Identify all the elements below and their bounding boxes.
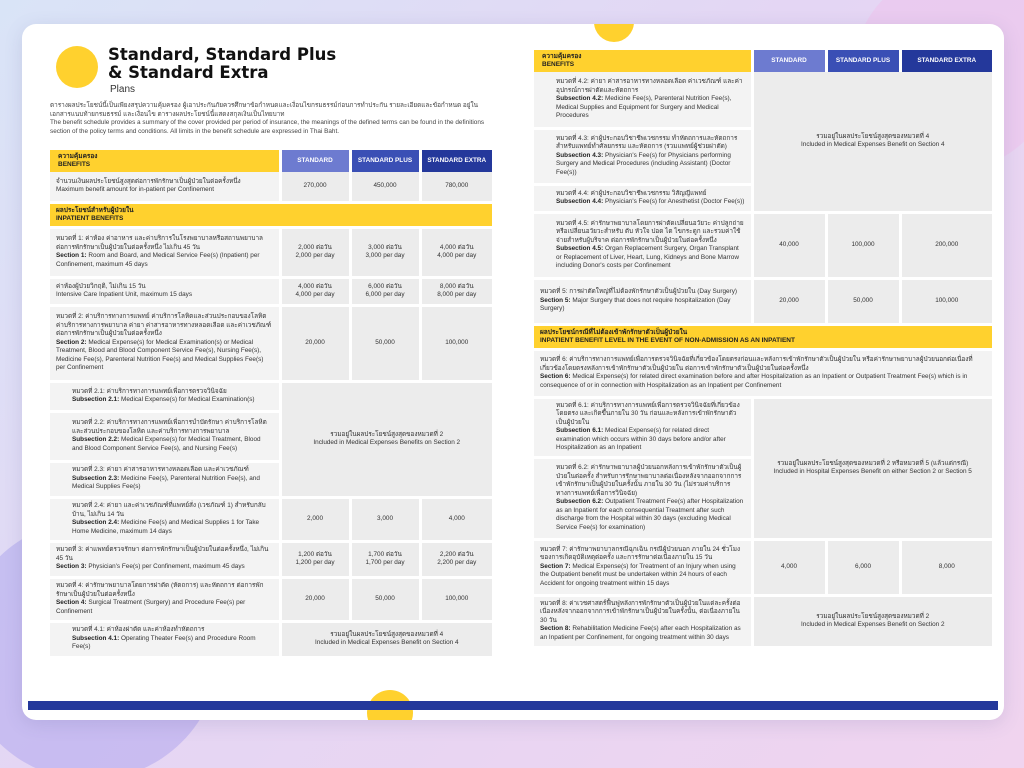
yellow-circle-decoration [594, 24, 634, 42]
table-row: หมวดที่ 4.2: ค่ายา ค่าสารอาหารทางหลอดเลือด ค่าเวชภัณฑ์ และค่าอุปกรณ์การผ่าตัดและหัตถการ Subsection 4.2: Medicine Fee(s), Parenteral Nutrition Fee(s), Medical Supplies and Equipment for Surgery and Medical Procedures รวมอยู่ในผลประโยชน์สูงสุดของหมวดที่ 4 Included in Medical Expenses Benefit on Section 4 [534, 72, 992, 128]
table-row: หมวดที่ 2.1: ค่าบริการทางการแพทย์เพื่อการตรวจวินิจฉัย Subsection 2.1: Medical Expense(s) for Medical Examination(s) รวมอยู่ในผลประโยชน์สูงสุดของหมวดที่ 2 Included in Medical Expenses Benefits on Section 2 [50, 381, 492, 411]
plan-standard-extra-header: STANDARD EXTRA [420, 150, 492, 172]
benefits-table-right [534, 50, 992, 649]
plan-standard-header: STANDARD [752, 50, 826, 72]
merged-note: รวมอยู่ในผลประโยชน์สูงสุดของหมวดที่ 2 Included in Medical Expenses Benefit on Section 2 [752, 595, 992, 647]
plan-standard-plus-header: STANDARD PLUS [350, 150, 420, 172]
footer-bar [28, 701, 998, 710]
table-row: หมวดที่ 4.5: ค่ารักษาพยาบาลโดยการผ่าตัดเปลี่ยนอวัยวะ ค่าปลูกถ่ายหรือเปลี่ยนอวัยวะสำหรับ ตับ หัวใจ ปอด ไต ไขกระดูก และรวมค่าใช้จ่ายสำหรับผู้บริจาค ต่อการพักรักษาเป็นผู้ป่วยในต่อครั้งหนึ่ง Subsection 4.5: Organ Replacement Surgery, Organ Transplant or Replacement of Liver, Heart, Lung, Kidneys and Bone Marrow including Donor's costs per Confinement 40,000 100,000 200,000 [534, 212, 992, 278]
page-title: Standard, Standard Plus & Standard Extra [108, 45, 337, 82]
section-header: ผลประโยชน์สำหรับผู้ป่วยใน INPATIENT BENEFITS [50, 202, 492, 227]
table-row: จำนวนเงินผลประโยชน์สูงสุดต่อการพักรักษาเป็นผู้ป่วยในต่อครั้งหนึ่ง Maximum benefit amount for in-patient per Confinement 270,000 450,000 780,000 [50, 172, 492, 202]
table-row: หมวดที่ 8: ค่าเวชศาสตร์ฟื้นฟูหลังการพักรักษาตัวเป็นผู้ป่วยในแต่ละครั้งต่อเนื่องหลังจากออกจากการเข้าพักรักษาเป็นผู้ป่วยในครั้งนั้น, ต่อเนื่องภายใน 30 วัน Section 8: Rehabilitation Medicine Fee(s) after each Hospitalization as an Inpatient per Confinement, for ongoing treatment within 30 days รวมอยู่ในผลประโยชน์สูงสุดของหมวดที่ 2 Included in Medical Expenses Benefit on Section 2 [534, 595, 992, 647]
table-row: หมวดที่ 5: การผ่าตัดใหญ่ที่ไม่ต้องพักรักษาตัวเป็นผู้ป่วยใน (Day Surgery) Section 5: Major Surgery that does not require hospitalization (Day Surgery) 20,000 50,000 100,000 [534, 278, 992, 324]
table-header [534, 50, 992, 72]
benefits-header: ความคุ้มครอง BENEFITS [534, 50, 752, 72]
table-row: หมวดที่ 4.1: ค่าห้องผ่าตัด และค่าห้องทำหัตถการ Subsection 4.1: Operating Theater Fee(s) and Procedure Room Fee(s) รวมอยู่ในผลประโยชน์สูงสุดของหมวดที่ 4 Included in Medical Expenses Benefit on Section 4 [50, 621, 492, 657]
plan-standard-extra-header: STANDARD EXTRA [900, 50, 992, 72]
page-subtitle: Plans [110, 84, 136, 95]
brochure-sheet [22, 24, 1004, 720]
table-row: หมวดที่ 4.3: ค่าผู้ประกอบวิชาชีพเวชกรรม ทำหัตถการและหัตถการ สำหรับแพทย์ทำศัลยกรรม และหัตถการ (รวมแพทย์ผู้ช่วยผ่าตัด) Subsection 4.3: Physician's Fee(s) for Physicians performing Surgery and Medical Procedures (including Assistant) (Doctor Fee(s)) [534, 128, 992, 184]
benefits-header: ความคุ้มครอง BENEFITS [50, 150, 280, 172]
table-row: ค่าห้องผู้ป่วยวิกฤติ, ไม่เกิน 15 วัน Intensive Care Inpatient Unit, maximum 15 days 4,000 ต่อวัน 4,000 per day 6,000 ต่อวัน 6,000 per day 8,000 ต่อวัน 8,000 per day [50, 277, 492, 305]
intro-text: ตารางผลประโยชน์นี้เป็นเพียงสรุปความคุ้มครอง ผู้เอาประกันภัยควรศึกษาข้อกำหนดและเงื่อนไขกรมธรรม์ก่อนการทำประกัน รายละเอียดและข้อกำหนด อยู่ในเอกสารแนบท้ายกรมธรรม์ และเงื่อนไข ตารางผลประโยชน์นี้แสดงสกุลเงินเป็นไทยบาท The benefit schedule provides a summary of the cover provided per period of insurance, the meanings of the defined terms can be found in the definitions section of the policy terms and conditions. All limits in the benefit schedule are expressed in Thai Baht. [50, 102, 485, 135]
table-row: หมวดที่ 1: ค่าห้อง ค่าอาหาร และค่าบริการในโรงพยาบาลหรือสถานพยาบาล ต่อการพักรักษาเป็นผู้ป่วยในต่อครั้งหนึ่ง ไม่เกิน 45 วัน Section 1: Room and Board, and Medical Service Fee(s) (Inpatient) per Confinement, maximum 45 days 2,000 ต่อวัน 2,000 per day 3,000 ต่อวัน 3,000 per day 4,000 ต่อวัน 4,000 per day [50, 227, 492, 277]
merged-note: รวมอยู่ในผลประโยชน์สูงสุดของหมวดที่ 4 Included in Medical Expenses Benefit on Section 4 [752, 72, 992, 212]
section-header: ผลประโยชน์กรณีที่ไม่ต้องเข้าพักรักษาตัวเป็นผู้ป่วยใน INPATIENT BENEFIT LEVEL IN THE EVENT OF NON-ADMISSION AS AN INPATIENT [534, 324, 992, 349]
plan-standard-header: STANDARD [280, 150, 350, 172]
merged-note: รวมอยู่ในผลประโยชน์สูงสุดของหมวดที่ 2 หรือหมวดที่ 5 (แล้วแต่กรณี) Included in Hospital Expenses Benefit on either Section 2 or Section 5 [752, 397, 992, 539]
yellow-circle-decoration [56, 46, 98, 88]
merged-note: รวมอยู่ในผลประโยชน์สูงสุดของหมวดที่ 4 Included in Medical Expenses Benefit on Section 4 [280, 621, 492, 657]
table-row: หมวดที่ 4: ค่ารักษาพยาบาลโดยการผ่าตัด (หัตถการ) และหัตถการ ต่อการพักรักษาเป็นผู้ป่วยในต่อครั้งหนึ่ง Section 4: Surgical Treatment (Surgery) and Procedure Fee(s) per Confinement 20,000 50,000 100,000 [50, 577, 492, 621]
merged-note: รวมอยู่ในผลประโยชน์สูงสุดของหมวดที่ 2 Included in Medical Expenses Benefits on Section 2 [280, 381, 492, 497]
plan-standard-plus-header: STANDARD PLUS [826, 50, 900, 72]
table-row: หมวดที่ 6.1: ค่าบริการทางการแพทย์เพื่อการตรวจวินิจฉัยที่เกี่ยวข้องโดยตรง และเกิดขึ้นภายใน 30 วัน ก่อนและหลังการเข้าพักรักษาตัวเป็นผู้ป่วยใน Subsection 6.1: Medical Expense(s) for related direct examination which occurs within 30 days before and/or after Hospitalization as an Inpatient รวมอยู่ในผลประโยชน์สูงสุดของหมวดที่ 2 หรือหมวดที่ 5 (แล้วแต่กรณี) Included in Hospital Expenses Benefit on either Section 2 or Section 5 [534, 397, 992, 457]
table-row: หมวดที่ 2.3: ค่ายา ค่าสารอาหารทางหลอดเลือด และค่าเวชภัณฑ์ Subsection 2.3: Medicine Fee(s), Parenteral Nutrition Fee(s), and Medical Supplies Fee(s) [50, 461, 492, 497]
table-row: หมวดที่ 2.4: ค่ายา และค่าเวชภัณฑ์ที่แพทย์สั่ง (เวชภัณฑ์ 1) สำหรับกลับบ้าน, ไม่เกิน 14 วัน Subsection 2.4: Medicine Fee(s) and Medical Supplies 1 for Take Home Medicine, maximum 14 days 2,000 3,000 4,000 [50, 497, 492, 541]
table-row: หมวดที่ 7: ค่ารักษาพยาบาลกรณีฉุกเฉิน กรณีผู้ป่วยนอก ภายใน 24 ชั่วโมง ของการเกิดอุบัติเหตุต่อครั้ง และการรักษาต่อเนื่องภายใน 15 วัน Section 7: Medical Expense(s) for Treatment of an Injury when using the Outpatient benefit must be undertaken within 24 hours of each Accident for ongoing treatment within 15 days 4,000 6,000 8,000 [534, 539, 992, 595]
table-row: หมวดที่ 2.2: ค่าบริการทางการแพทย์เพื่อการบำบัดรักษา ค่าบริการโลหิตและส่วนประกอบของโลหิต และค่าบริการทางการพยาบาล Subsection 2.2: Medical Expense(s) for Medical Treatment, Blood and Blood Component Service Fee(s), and Nursing Fee(s) [50, 411, 492, 461]
table-row: หมวดที่ 6.2: ค่ารักษาพยาบาลผู้ป่วยนอกหลังการเข้าพักรักษาตัวเป็นผู้ป่วยในต่อครั้ง สำหรับการรักษาพยาบาลต่อเนื่องหลังจากออกจากการเข้าพักรักษาเป็นผู้ป่วยในครั้งนั้น ภายใน 30 วัน (ไม่รวมค่าบริการทางการแพทย์เพื่อการวินิจฉัย) Subsection 6.2: Outpatient Treatment Fee(s) after Hospitalization as an Inpatient for each consequential Treatment after such discharge from the Hospital within 30 days (excluding Medical Service Fee(s) for examination) [534, 457, 992, 539]
benefits-table-left [50, 150, 492, 659]
table-header [50, 150, 492, 172]
table-row: หมวดที่ 2: ค่าบริการทางการแพทย์ ค่าบริการโลหิตและส่วนประกอบของโลหิต ค่าบริการทางการพยาบาล ค่ายา ค่าสารอาหารทางหลอดเลือด และค่าเวชภัณฑ์ ต่อการพักรักษาเป็นผู้ป่วยในต่อครั้งหนึ่ง Section 2: Medical Expense(s) for Medical Examination(s) or Medical Treatment, Blood and Blood Component Service Fee(s), Nursing Fee(s), Medicine Fee(s), Parenteral Nutrition Fee(s) and Medical Supplies Fee(s) per Confinement 20,000 50,000 100,000 [50, 305, 492, 381]
table-row: หมวดที่ 4.4: ค่าผู้ประกอบวิชาชีพเวชกรรม วิสัญญีแพทย์ Subsection 4.4: Physician's Fee(s) for Anesthetist (Doctor Fee(s)) [534, 184, 992, 212]
table-row: หมวดที่ 3: ค่าแพทย์ตรวจรักษา ต่อการพักรักษาเป็นผู้ป่วยในต่อครั้งหนึ่ง, ไม่เกิน 45 วัน Section 3: Physician's Fee(s) per Confinement, maximum 45 days 1,200 ต่อวัน 1,200 per day 1,700 ต่อวัน 1,700 per day 2,200 ต่อวัน 2,200 per day [50, 541, 492, 577]
table-row: หมวดที่ 6: ค่าบริการทางการแพทย์เพื่อการตรวจวินิจฉัยที่เกี่ยวข้องโดยตรงก่อนและหลังการเข้าพักรักษาตัวเป็นผู้ป่วยใน หรือค่ารักษาพยาบาลผู้ป่วยนอกต่อเนื่องที่เกี่ยวข้องโดยตรงหลังการเข้าพักรักษาตัวเป็นผู้ป่วยใน ต่อการเข้าพักรักษาตัวเป็นผู้ป่วยในต่อครั้งหนึ่ง Section 6: Medical Expense(s) for related direct examination before and after Hospitalization as an Inpatient or Outpatient Treatment Fee(s) which is in consequence of or in connection with Hospitalization as an Inpatient per Confinement [534, 349, 992, 397]
